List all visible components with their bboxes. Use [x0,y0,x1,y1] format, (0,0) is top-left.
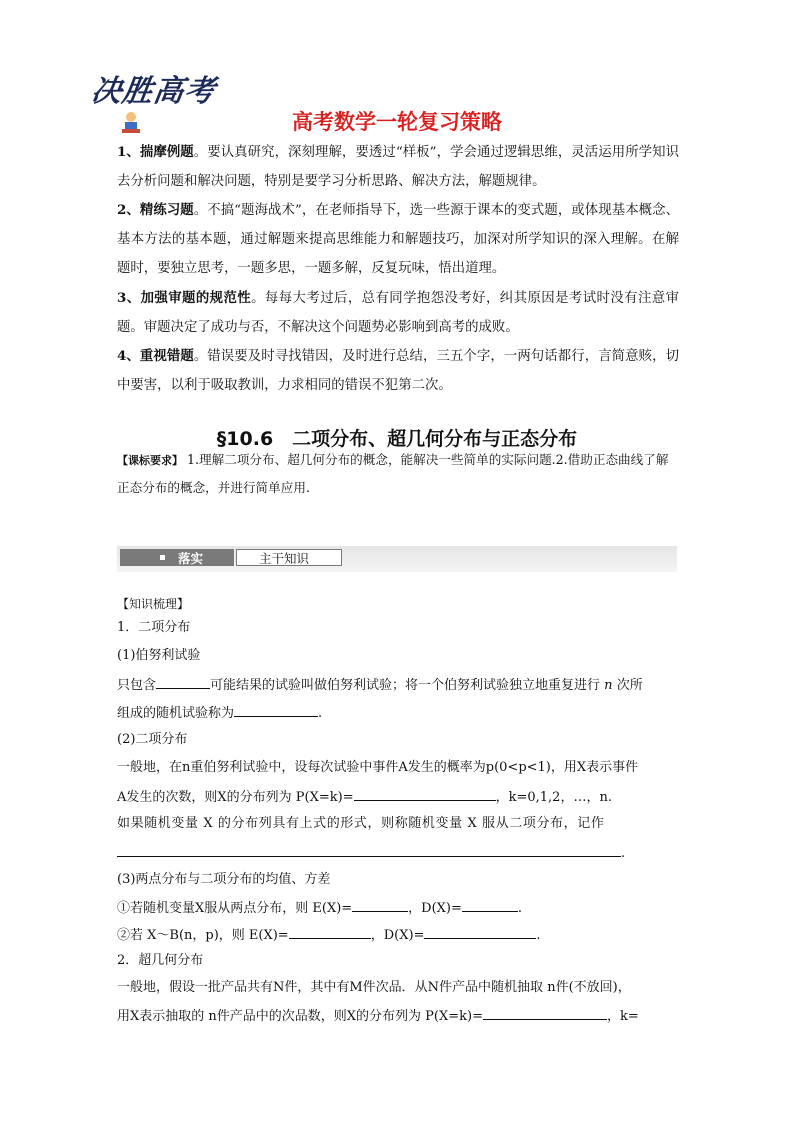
sub-mean-variance: (3)两点分布与二项分布的均值、方差 [117,872,331,887]
text-line: . [117,842,679,864]
fill-blank[interactable] [234,702,318,717]
strategy-4: 4、重视错题。错误要及时寻找错因，及时进行总结，三五个字，一两句话都行，言简意赅，切中要害，以利于吸取教训，力求相同的错误不犯第二次。 [117,348,679,393]
curriculum-requirement: 【课标要求】 1.理解二项分布、超几何分布的概念，能解决一些简单的实际问题.2.借助正态曲线了解正态分布的概念，并进行简单应用. [117,452,669,495]
text-line: 用X表示抽取的 n件产品中的次品数，则X的分布列为 P(X=k)= ，k= [117,1005,679,1027]
fill-blank[interactable] [156,674,210,689]
section-title: §10.6 二项分布、超几何分布与正态分布 [216,428,578,450]
brand-logo: 决胜高考 [89,74,218,109]
strategy-3: 3、加强审题的规范性。每每大考过后，总有同学抱怨没考好，纠其原因是考试时没有注意审题。审题决定了成功与否，不解决这个问题势必影响到高考的成败。 [117,290,680,335]
banner-tab-label: 主干知识 [236,549,342,566]
fill-blank[interactable] [424,924,536,939]
text-line: ①若随机变量X服从两点分布，则 E(X)= ，D(X)= . [117,897,679,919]
text-line: 如果随机变量 X 的分布列具有上式的形式，则称随机变量 X 服从二项分布，记作 [117,816,605,831]
fill-blank[interactable] [462,897,518,912]
text-line: 一般地，在n重伯努利试验中，设每次试验中事件A发生的概率为p(0<p<1)，用X表示事件 [117,760,639,775]
text-line: 只包含 可能结果的试验叫做伯努利试验；将一个伯努利试验独立地重复进行 n 次所 [117,674,679,696]
text-line: 一般地，假设一批产品共有N件，其中有M件次品．从N件产品中随机抽取 n件(不放回)， [117,980,631,995]
text-line: 组成的随机试验称为 . [117,702,679,724]
banner-tab-active: 落实 [120,549,234,566]
page-title: 高考数学一轮复习策略 [292,110,502,134]
sub-bernoulli: (1)伯努利试验 [117,648,201,663]
fill-blank[interactable] [352,897,408,912]
text-line: ②若 X～B(n，p)，则 E(X)= ，D(X)= . [117,924,679,946]
strategy-1: 1、揣摩例题。要认真研究，深刻理解，要透过“样板”，学会通过逻辑思维，灵活运用所学知识去分析问题和解决问题，特别是要学习分析思路、解决方法，解题规律。 [117,144,679,189]
item-hypergeometric: 2．超几何分布 [117,953,204,968]
bullet-icon [160,555,165,560]
fill-blank[interactable] [483,1005,607,1020]
sub-binomial: (2)二项分布 [117,732,188,747]
item-binomial: 1．二项分布 [117,620,191,635]
fill-blank[interactable] [117,842,621,857]
fill-blank[interactable] [354,786,496,801]
text-line: A发生的次数，则X的分布列为 P(X=k)= ，k=0,1,2，…，n. [117,786,679,808]
knowledge-heading: 【知识梳理】 [117,597,190,611]
fill-blank[interactable] [289,924,371,939]
strategy-2: 2、精练习题。不搞“题海战术”，在老师指导下，选一些源于课本的变式题，或体现基本概念、基本方法的基本题，通过解题来提高思维能力和解题技巧，加深对所学知识的深入理解。在解题时，要独立思考，一题多思，一题多解，反复玩味，悟出道理。 [117,202,679,276]
